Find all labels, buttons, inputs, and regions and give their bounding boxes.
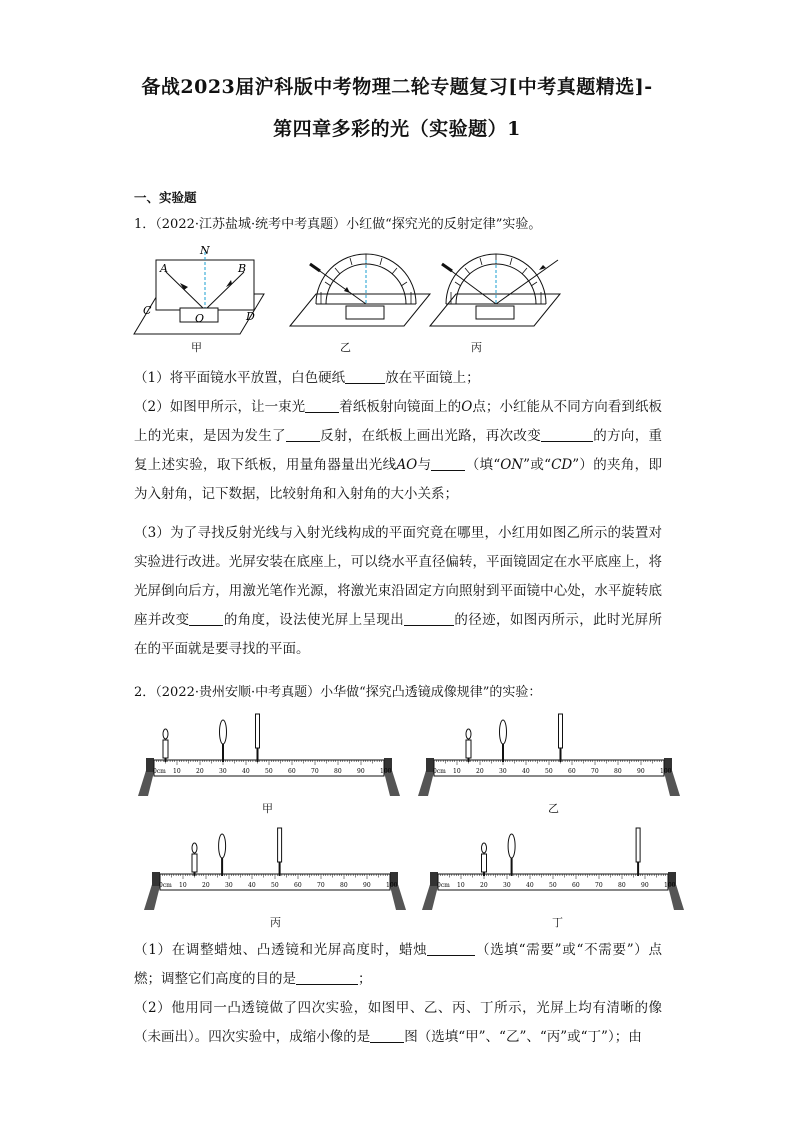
answer-blank[interactable] <box>427 941 475 956</box>
lens <box>508 834 515 858</box>
caption-bing-2: 丙 <box>270 916 281 929</box>
candle <box>163 740 168 758</box>
ruler-label: 90 <box>357 768 365 775</box>
label-D: D <box>246 310 255 323</box>
answer-blank[interactable] <box>370 1028 404 1043</box>
label-N: N <box>200 244 210 257</box>
answer-blank[interactable] <box>404 611 454 626</box>
ruler-label: 100 <box>380 768 392 775</box>
ruler-label: 10 <box>457 882 465 889</box>
ruler-label: 70 <box>591 768 599 775</box>
ruler-label: 80 <box>340 882 348 889</box>
ruler-label: 20 <box>196 768 204 775</box>
caption-bing: 丙 <box>471 341 482 354</box>
ruler-label: 40 <box>522 768 530 775</box>
ruler-label: 80 <box>614 768 622 775</box>
ruler-label: 0cm <box>437 882 450 889</box>
ruler-label: 10 <box>453 768 461 775</box>
caption-yi: 乙 <box>340 341 351 354</box>
answer-blank[interactable] <box>431 456 465 471</box>
ruler-label: 70 <box>311 768 319 775</box>
caption-yi-2: 乙 <box>548 802 559 815</box>
label-O: O <box>195 312 205 325</box>
ruler-label: 40 <box>526 882 534 889</box>
lens <box>500 720 507 744</box>
label-A: A <box>160 262 168 275</box>
q1-stem: 1．（2022·江苏盐城·统考中考真题）小红做“探究光的反射定律”实验。 <box>134 217 542 232</box>
ruler-label: 50 <box>271 882 279 889</box>
answer-blank[interactable] <box>345 369 385 384</box>
light-screen <box>636 828 640 862</box>
q1-part3: （3）为了寻找反射光线与入射光线构成的平面究竟在哪里，小红用如图乙所示的装置对实验进行改进。光屏安装在底座上，可以绕水平直径偏转，平面镜固定在水平底座上，将光屏倒向后方，用激光笔作光源，将激光束沿固定方向照射到平面镜中心处，水平旋转底座并改变 的角度，设法使光屏上呈现出 的径迹，如图丙所示，此时光屏所在的平面就是要寻找的平面。 <box>134 525 663 657</box>
caption-jia: 甲 <box>191 341 202 354</box>
ruler-label: 80 <box>334 768 342 775</box>
lens <box>219 834 226 858</box>
ruler-label: 10 <box>179 882 187 889</box>
q2-part2: （2）他用同一凸透镜做了四次实验，如图甲、乙、丙、丁所示，光屏上均有清晰的像（未画出）。四次实验中，成缩小像的是 图（选填“甲”、“乙”、“丙”或“丁”）；由 <box>134 1000 662 1045</box>
candle <box>482 854 487 872</box>
caption-jia-2: 甲 <box>262 802 273 815</box>
caption-ding-2: 丁 <box>552 916 563 929</box>
ruler-label: 30 <box>503 882 511 889</box>
ruler-label: 30 <box>499 768 507 775</box>
ruler-label: 40 <box>242 768 250 775</box>
q1-figure-yi <box>290 246 435 331</box>
q1-part1: （1）将平面镜水平放置，白色硬纸 放在平面镜上； <box>134 370 480 386</box>
ruler-label: 90 <box>363 882 371 889</box>
q1-figure-jia <box>134 246 274 341</box>
answer-blank[interactable] <box>305 398 339 413</box>
q2-figure-jia <box>134 708 404 796</box>
ruler-label: 30 <box>225 882 233 889</box>
q2-figure-bing <box>140 822 410 910</box>
candle <box>466 740 471 758</box>
ruler-label: 10 <box>173 768 181 775</box>
ruler-label: 100 <box>386 882 398 889</box>
ruler-label: 70 <box>317 882 325 889</box>
label-C: C <box>143 304 152 317</box>
answer-blank[interactable] <box>189 611 223 626</box>
ruler-label: 0cm <box>159 882 172 889</box>
ruler-label: 60 <box>288 768 296 775</box>
light-screen <box>278 828 282 862</box>
answer-blank[interactable] <box>286 427 320 442</box>
light-screen <box>559 714 563 748</box>
label-B: B <box>238 262 247 275</box>
section-title: 一、实验题 <box>134 190 197 205</box>
answer-blank[interactable] <box>541 427 593 442</box>
lens <box>220 720 227 744</box>
ruler-label: 40 <box>248 882 256 889</box>
ruler-label: 50 <box>265 768 273 775</box>
ruler-label: 20 <box>202 882 210 889</box>
ruler-label: 90 <box>637 768 645 775</box>
q2-figure-yi <box>414 708 684 796</box>
candle-flame <box>192 843 197 853</box>
ruler-label: 100 <box>664 882 676 889</box>
q2-figure-ding <box>418 822 688 910</box>
ruler-label: 0cm <box>433 768 446 775</box>
ruler-label: 100 <box>660 768 672 775</box>
ruler-label: 0cm <box>153 768 166 775</box>
ruler-label: 60 <box>572 882 580 889</box>
ruler-label: 20 <box>480 882 488 889</box>
title-line-1: 备战2023届沪科版中考物理二轮专题复习[中考真题精选]- <box>141 76 653 98</box>
q2-stem: 2．（2022·贵州安顺·中考真题）小华做“探究凸透镜成像规律”的实验： <box>134 685 542 700</box>
ruler-label: 80 <box>618 882 626 889</box>
candle-flame <box>163 729 168 739</box>
ruler-label: 70 <box>595 882 603 889</box>
candle <box>192 854 197 872</box>
title-line-2: 第四章多彩的光（实验题）1 <box>273 118 521 140</box>
ruler-label: 60 <box>568 768 576 775</box>
q1-figure-bing <box>430 246 580 331</box>
answer-blank[interactable] <box>296 970 358 985</box>
ruler-label: 50 <box>549 882 557 889</box>
ruler-label: 30 <box>219 768 227 775</box>
ruler-label: 90 <box>641 882 649 889</box>
candle-flame <box>466 729 471 739</box>
ruler-label: 60 <box>294 882 302 889</box>
light-screen <box>256 714 260 748</box>
q2-part1: （1）在调整蜡烛、凸透镜和光屏高度时，蜡烛 （选填“需要”或“不需要”）点燃；调整它们高度的目的是 ； <box>134 942 663 987</box>
candle-flame <box>482 843 487 853</box>
ruler-label: 20 <box>476 768 484 775</box>
q1-part2: （2）如图甲所示，让一束光 着纸板射向镜面上的O点；小红能从不同方向看到纸板上的光束，是因为发生了 反射，在纸板上画出光路，再次改变 的方向，重复上述实验，取下纸板，用量角器量出光线AO与 （填“ON”或“CD”）的夹角，即为入射角，记下数据，比较射角和入射角的大小关系； <box>134 399 663 502</box>
ruler-label: 50 <box>545 768 553 775</box>
